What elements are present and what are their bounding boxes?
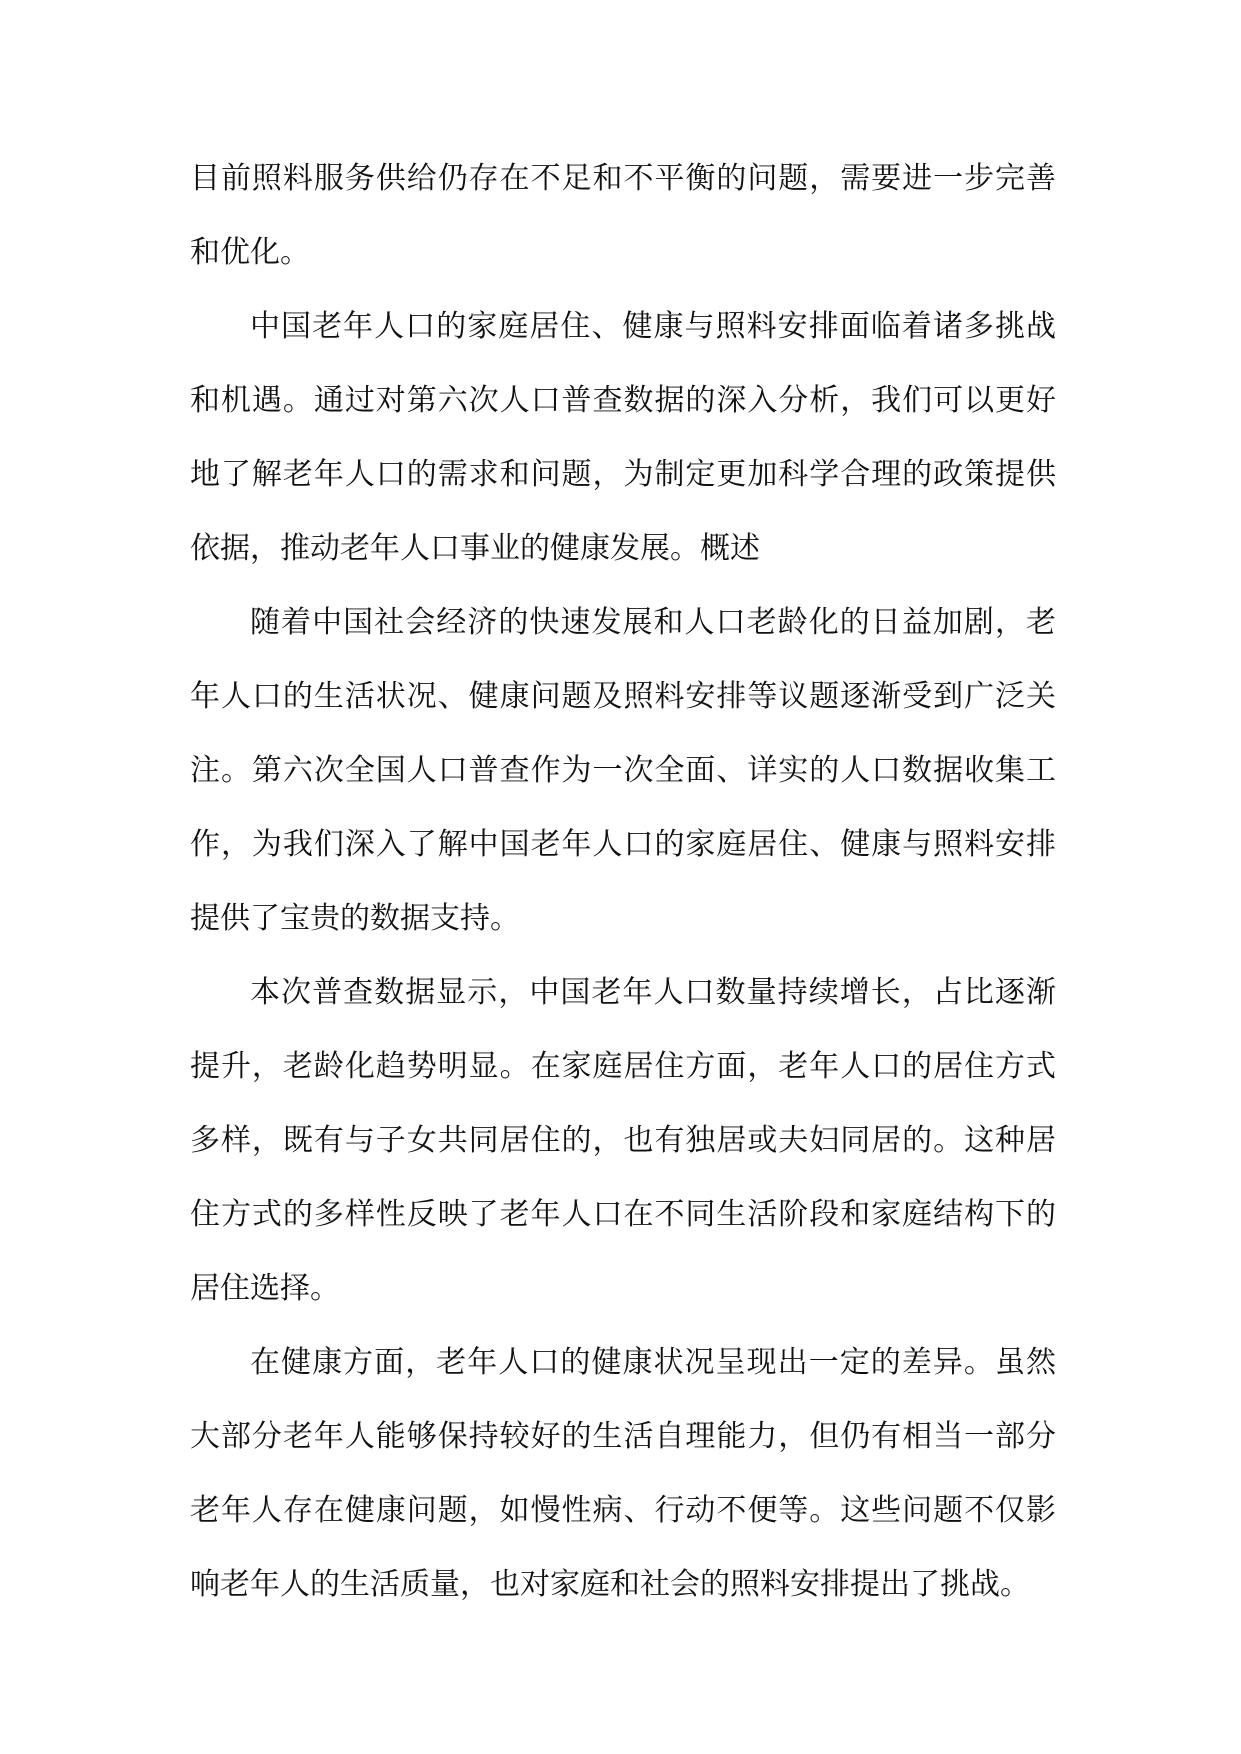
- body-text: [190, 142, 1056, 1622]
- paragraph-4: 本次普查数据显示，中国老年人口数量持续增长，占比逐渐提升，老龄化趋势明显。在家庭居住方面，老年人口的居住方式多样，既有与子女共同居住的，也有独居或夫妇同居的。这种居住方式的多样性反映了老年人口在不同生活阶段和家庭结构下的居住选择。: [190, 975, 1056, 1306]
- paragraph-5: 在健康方面，老年人口的健康状况呈现出一定的差异。虽然大部分老年人能够保持较好的生活自理能力，但仍有相当一部分老年人存在健康问题，如慢性病、行动不便等。这些问题不仅影响老年人的生活质量，也对家庭和社会的照料安排提出了挑战。: [190, 1345, 1056, 1602]
- paragraph-3: 随着中国社会经济的快速发展和人口老龄化的日益加剧，老年人口的生活状况、健康问题及照料安排等议题逐渐受到广泛关注。第六次全国人口普查作为一次全面、详实的人口数据收集工作，为我们深入了解中国老年人口的家庭居住、健康与照料安排提供了宝贵的数据支持。: [190, 605, 1056, 936]
- paragraph-1: 目前照料服务供给仍存在不足和不平衡的问题，需要进一步完善和优化。: [190, 161, 1056, 270]
- paragraph-2: 中国老年人口的家庭居住、健康与照料安排面临着诸多挑战和机遇。通过对第六次人口普查数据的深入分析，我们可以更好地了解老年人口的需求和问题，为制定更加科学合理的政策提供依据，推动老年人口事业的健康发展。概述: [190, 309, 1056, 566]
